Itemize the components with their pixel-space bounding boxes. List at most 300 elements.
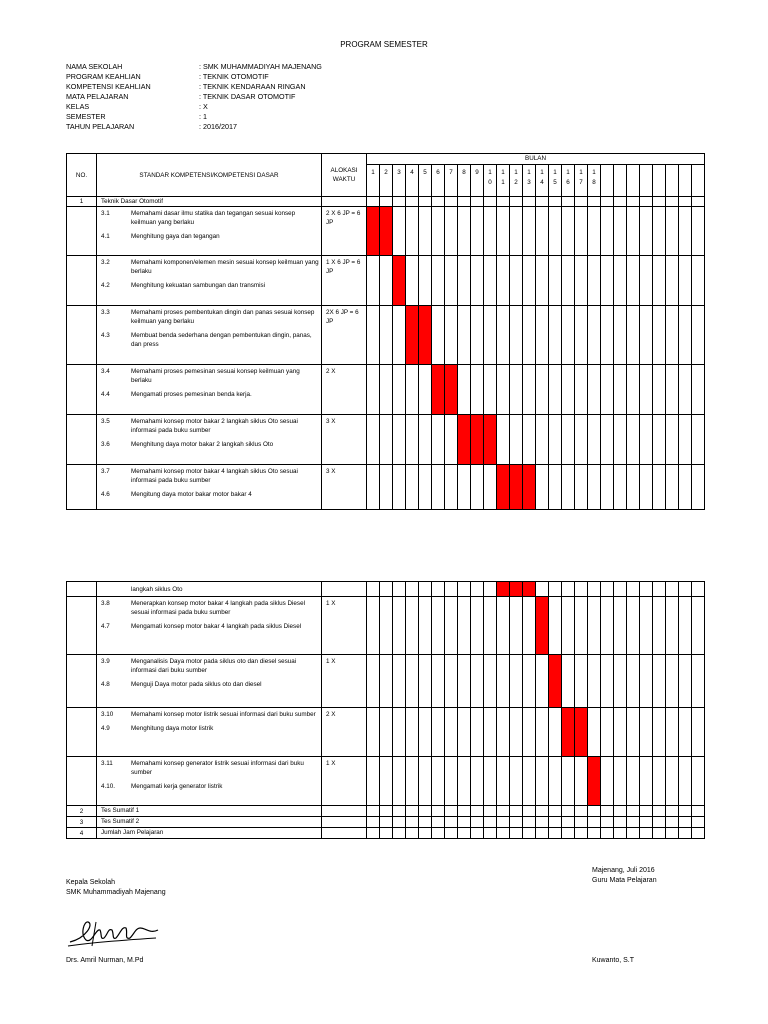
schedule-cell [497,197,510,207]
schedule-cell [640,828,653,839]
competency-code: 3.10 [101,711,114,718]
info-value: : X [199,102,208,111]
schedule-cell [523,806,536,817]
schedule-cell [653,708,666,757]
month-number [692,165,705,197]
competency-text: Membuat benda sederhana dengan pembentukan dingin, panas, dan press [131,332,312,348]
schedule-cell [562,757,575,806]
schedule-cell [484,806,497,817]
schedule-cell-active [510,582,523,597]
schedule-cell [562,197,575,207]
competency-text: Memahami konsep generator listrik sesuai informasi dari buku sumber [131,760,304,776]
schedule-cell [497,757,510,806]
schedule-cell [432,197,445,207]
schedule-cell [419,415,432,465]
schedule-cell [679,207,692,256]
schedule-cell [601,817,614,828]
competency-text: Menerapkan konsep motor bakar 4 langkah pada siklus Diesel sesuai informasi pada buku sumber [131,600,305,616]
schedule-cell [458,757,471,806]
schedule-cell [471,806,484,817]
time-allocation: 1 X 6 JP = 6 JP [322,256,367,306]
schedule-cell [380,655,393,708]
table-row [67,365,705,415]
competency-cell [97,306,322,365]
schedule-cell [393,197,406,207]
schedule-cell [627,365,640,415]
schedule-cell [510,197,523,207]
schedule-cell [458,828,471,839]
competency-code: 3.8 [101,600,110,607]
schedule-cell [588,207,601,256]
info-row [66,72,322,82]
schedule-cell [666,655,679,708]
competency-cell [97,597,322,655]
schedule-cell [406,256,419,306]
schedule-cell [679,197,692,207]
schedule-cell [692,365,705,415]
schedule-cell-active [497,582,510,597]
schedule-cell [367,365,380,415]
competency-code: 3.9 [101,658,110,665]
schedule-cell [484,197,497,207]
competency-code: 4.4 [101,391,110,398]
schedule-cell [653,806,666,817]
schedule-cell [484,256,497,306]
time-allocation: 1 X [322,597,367,655]
schedule-cell [614,207,627,256]
info-label: TAHUN PELAJARAN [66,122,135,131]
month-number: 6 [432,165,445,197]
schedule-cell [393,806,406,817]
schedule-cell [471,597,484,655]
schedule-cell [393,365,406,415]
schedule-cell [536,306,549,365]
row-label: Jumlah Jam Pelajaran [97,828,322,839]
schedule-cell [640,415,653,465]
schedule-cell [406,757,419,806]
schedule-cell [627,582,640,597]
schedule-cell [601,415,614,465]
schedule-cell [614,708,627,757]
row-number: 4 [67,828,97,839]
schedule-cell [601,655,614,708]
schedule-cell [380,828,393,839]
month-number: 1 3 [523,165,536,197]
schedule-cell [549,365,562,415]
schedule-cell [445,597,458,655]
schedule-cell [679,655,692,708]
schedule-cell [549,197,562,207]
competency-code: 3.11 [101,760,113,767]
schedule-cell [471,365,484,415]
schedule-cell [419,197,432,207]
schedule-cell [432,655,445,708]
schedule-cell [653,207,666,256]
competency-code: 4.1 [101,233,110,240]
schedule-cell [367,256,380,306]
schedule-cell [445,582,458,597]
schedule-cell [601,256,614,306]
schedule-cell [536,817,549,828]
schedule-cell [471,828,484,839]
schedule-cell [497,655,510,708]
column-header-month: BULAN [367,154,705,165]
schedule-cell [484,757,497,806]
schedule-cell [484,828,497,839]
schedule-cell [471,817,484,828]
schedule-cell [380,817,393,828]
schedule-cell [575,465,588,510]
info-value: : SMK MUHAMMADIYAH MAJENANG [199,62,322,71]
schedule-cell [692,415,705,465]
school-info [66,62,322,132]
competency-code: 4.2 [101,282,110,289]
schedule-cell-active [406,306,419,365]
schedule-cell [536,757,549,806]
info-value: : 1 [199,112,207,121]
schedule-cell [562,415,575,465]
schedule-cell [575,582,588,597]
schedule-cell [445,306,458,365]
row-number [67,415,97,465]
schedule-cell [601,365,614,415]
month-number: 1 5 [549,165,562,197]
schedule-cell [523,757,536,806]
schedule-cell [640,708,653,757]
competency-code: 4.8 [101,681,110,688]
competency-code: 3.2 [101,259,110,266]
schedule-cell [627,828,640,839]
schedule-cell [393,817,406,828]
schedule-cell [445,757,458,806]
schedule-cell-active [497,465,510,510]
info-label: SEMESTER [66,112,106,121]
competency-text: Memahami dasar ilmu statika dan tegangan sesuai konsep keilmuan yang berlaku [131,210,296,226]
semester-table-1 [66,153,705,510]
schedule-cell [536,465,549,510]
schedule-cell [536,655,549,708]
table-row [67,207,705,256]
competency-item [97,207,321,227]
schedule-cell-active [549,655,562,708]
schedule-cell [640,806,653,817]
schedule-cell [562,806,575,817]
schedule-cell [575,806,588,817]
schedule-cell [497,817,510,828]
month-number: 2 [380,165,393,197]
schedule-cell [367,306,380,365]
competency-item [97,435,321,449]
month-number [601,165,614,197]
schedule-cell [588,597,601,655]
schedule-cell [640,465,653,510]
table-row [67,415,705,465]
table-row [67,465,705,510]
schedule-cell [692,655,705,708]
info-row [66,112,322,122]
schedule-cell [380,806,393,817]
competency-text: Menghitung kekuatan sambungan dan transmisi [131,282,266,289]
schedule-cell [614,582,627,597]
schedule-cell [380,465,393,510]
column-header-competency: STANDAR KOMPETENSI/KOMPETENSI DASAR [97,154,322,197]
schedule-cell [653,465,666,510]
schedule-cell [627,757,640,806]
schedule-cell [679,828,692,839]
schedule-cell [419,465,432,510]
time-allocation: 2 X [322,365,367,415]
schedule-cell [419,207,432,256]
schedule-cell [653,415,666,465]
schedule-cell [614,365,627,415]
schedule-cell [653,256,666,306]
schedule-cell [614,256,627,306]
schedule-cell [601,582,614,597]
schedule-cell [640,306,653,365]
schedule-cell [497,708,510,757]
schedule-cell-active [588,757,601,806]
schedule-cell [406,415,419,465]
schedule-cell [679,465,692,510]
info-label: MATA PELAJARAN [66,92,129,101]
schedule-cell [510,828,523,839]
schedule-cell [692,256,705,306]
info-label: KOMPETENSI KEAHLIAN [66,82,151,91]
schedule-cell [445,256,458,306]
schedule-cell [666,817,679,828]
month-number [666,165,679,197]
competency-code: 4.7 [101,623,110,630]
schedule-cell [562,207,575,256]
schedule-cell [627,597,640,655]
row-number: 3 [67,817,97,828]
schedule-cell [406,655,419,708]
schedule-cell [536,828,549,839]
principal-title: Kepala Sekolah [66,879,116,886]
row-number [67,655,97,708]
month-number [640,165,653,197]
schedule-cell [458,306,471,365]
schedule-cell [640,655,653,708]
competency-text: Menghitung daya motor listrik [131,725,214,732]
schedule-cell [562,828,575,839]
schedule-cell [523,207,536,256]
schedule-cell [679,306,692,365]
schedule-cell [601,828,614,839]
schedule-cell [393,828,406,839]
schedule-cell [419,828,432,839]
schedule-cell [471,655,484,708]
schedule-cell [393,582,406,597]
time-allocation: 3 X [322,415,367,465]
schedule-cell [601,207,614,256]
schedule-cell [380,197,393,207]
schedule-cell [679,757,692,806]
competency-item [97,675,321,689]
schedule-cell [419,365,432,415]
info-label: PROGRAM KEAHLIAN [66,72,141,81]
time-allocation: 2 X 6 JP = 6 JP [322,207,367,256]
schedule-cell [666,207,679,256]
competency-item [97,326,321,349]
competency-text: Memahami konsep motor bakar 4 langkah siklus Oto sesuai informasi pada buku sumber [131,468,298,484]
schedule-cell [393,465,406,510]
competency-text: Mengamati konsep motor bakar 4 langkah pada siklus Diesel [131,623,302,630]
schedule-cell [549,806,562,817]
summary-row [67,817,705,828]
schedule-cell [666,828,679,839]
schedule-cell [484,207,497,256]
competency-text: Mengitung daya motor bakar motor bakar 4 [131,491,252,498]
time-allocation: 1 X [322,757,367,806]
row-number [67,708,97,757]
schedule-cell [367,415,380,465]
schedule-cell [627,806,640,817]
schedule-cell [653,306,666,365]
competency-cell [97,757,322,806]
schedule-cell [471,306,484,365]
schedule-cell [445,465,458,510]
info-value: : 2016/2017 [199,122,237,131]
schedule-cell [445,708,458,757]
table-row [67,256,705,306]
teacher-title: Guru Mata Pelajaran [592,877,657,884]
schedule-cell [393,597,406,655]
schedule-cell [510,757,523,806]
competency-code: 4.10. [101,783,116,790]
schedule-cell [692,708,705,757]
schedule-cell [458,655,471,708]
competency-item [97,415,321,435]
schedule-cell [575,655,588,708]
schedule-cell [497,828,510,839]
schedule-cell [679,597,692,655]
schedule-cell [380,757,393,806]
schedule-cell [367,597,380,655]
competency-code: 3.6 [101,441,110,448]
schedule-cell [627,465,640,510]
schedule-cell [432,828,445,839]
competency-text: Menguji Daya motor pada siklus oto dan diesel [131,681,262,688]
competency-cell [97,708,322,757]
schedule-cell [471,757,484,806]
summary-row [67,806,705,817]
month-number: 4 [406,165,419,197]
schedule-cell [575,207,588,256]
month-number: 1 [367,165,380,197]
schedule-cell [523,708,536,757]
schedule-cell [575,828,588,839]
schedule-cell [484,365,497,415]
row-label: Tes Sumatif 2 [97,817,322,828]
schedule-cell [523,655,536,708]
column-header-no: NO. [67,154,97,197]
competency-item [97,655,321,675]
schedule-cell [575,197,588,207]
schedule-cell [640,207,653,256]
schedule-cell [445,806,458,817]
competency-item [97,485,321,499]
schedule-cell [406,465,419,510]
schedule-cell [679,806,692,817]
month-number: 1 7 [575,165,588,197]
table-row [67,655,705,708]
competency-item [97,306,321,326]
schedule-cell [601,597,614,655]
schedule-cell [562,655,575,708]
schedule-cell [510,655,523,708]
info-row [66,122,322,132]
schedule-cell [432,597,445,655]
schedule-cell [406,708,419,757]
schedule-cell [562,582,575,597]
schedule-cell [601,197,614,207]
schedule-cell-active [458,415,471,465]
summary-row [67,828,705,839]
schedule-cell [653,828,666,839]
competency-item [97,708,321,719]
month-number: 8 [458,165,471,197]
schedule-cell [692,817,705,828]
month-number: 9 [471,165,484,197]
schedule-cell [692,806,705,817]
schedule-cell [549,757,562,806]
schedule-cell [549,708,562,757]
schedule-cell [419,708,432,757]
handwritten-signature [66,916,166,950]
competency-text: Memahami proses pembentukan dingin dan panas sesuai konsep keilmuan yang berlaku [131,309,315,325]
month-number: 1 1 [497,165,510,197]
schedule-cell [432,256,445,306]
schedule-cell [471,256,484,306]
month-number: 1 8 [588,165,601,197]
schedule-cell [419,256,432,306]
page-title: PROGRAM SEMESTER [340,40,428,49]
schedule-cell [419,757,432,806]
schedule-cell [393,306,406,365]
schedule-cell [627,256,640,306]
schedule-cell [679,708,692,757]
schedule-cell [562,465,575,510]
competency-item [97,365,321,385]
schedule-cell [419,597,432,655]
schedule-cell-active [380,207,393,256]
schedule-cell [614,757,627,806]
row-number: 2 [67,806,97,817]
schedule-cell [484,655,497,708]
schedule-cell [588,655,601,708]
schedule-cell-active [575,708,588,757]
schedule-cell-active [523,465,536,510]
month-number: 1 2 [510,165,523,197]
time-allocation: 3 X [322,465,367,510]
schedule-cell [380,256,393,306]
info-value: : TEKNIK DASAR OTOMOTIF [199,92,296,101]
schedule-cell [510,256,523,306]
schedule-cell [367,197,380,207]
schedule-cell [562,256,575,306]
column-header-allocation: ALOKASI WAKTU [322,154,367,197]
info-row [66,102,322,112]
schedule-cell [575,306,588,365]
schedule-cell [575,256,588,306]
competency-item [97,617,321,631]
schedule-cell [627,207,640,256]
schedule-cell [510,207,523,256]
schedule-cell [432,207,445,256]
schedule-cell [588,256,601,306]
schedule-cell [549,415,562,465]
